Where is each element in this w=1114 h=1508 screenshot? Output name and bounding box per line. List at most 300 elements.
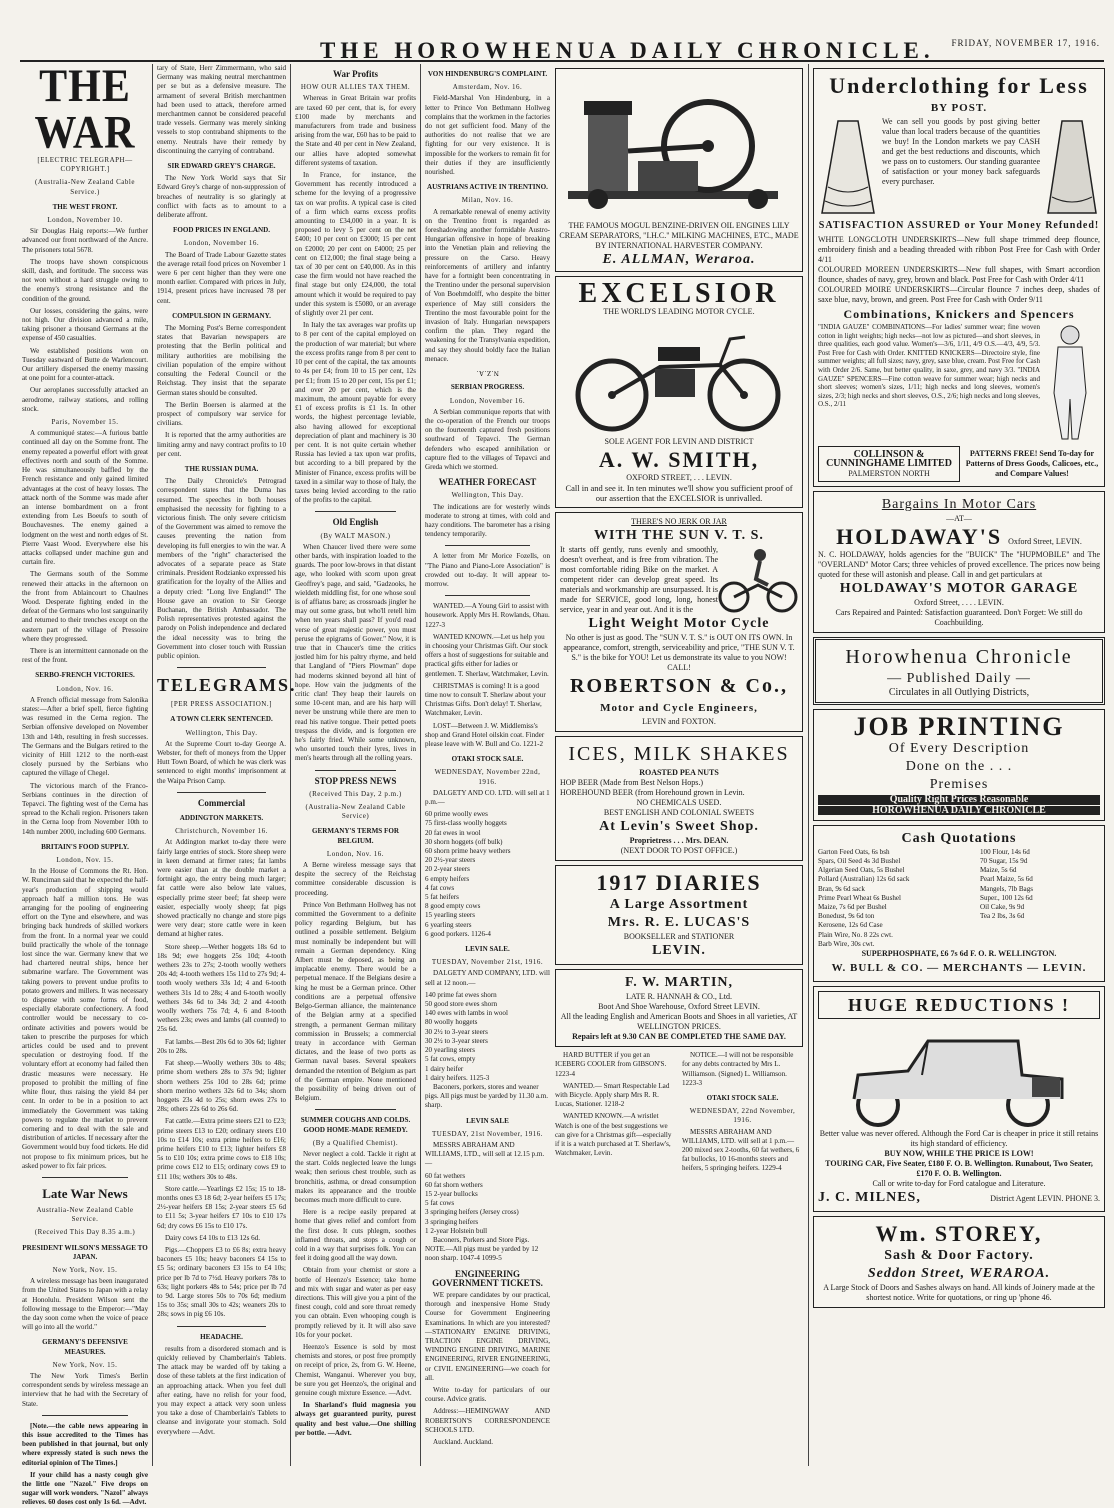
article-paragraph: A French official message from Salonika states:—After a brief spell, fierce fighting was resumed in the Cerna region. The Serbian offensive developed on November 13th and 14th, resulting in fresh successes. The Germans and the Bulgars retired to the vicinity of Hill 1212 to the north-east closely pursued by the Serbians who captured the village of Chegel. — [22, 695, 148, 778]
ford-call: Call or write to-day for Ford catalogue and Literature. — [872, 1179, 1046, 1189]
price-item: Spars, Oil Seed 4s 3d Bushel — [818, 857, 901, 866]
article-paragraph: The indications are for westerly winds moderate to strong at times, with cold and hazy conditions. The barometer has a rising tendency temporarily. — [425, 502, 550, 539]
motorcycle-illustration — [560, 317, 796, 437]
classified-ad: WANTED KNOWN.—A wristlet Watch is one of the best suggestions we can give for a Christmas gift—especially if it is a watch purchased at T. Sherlaw's, Watchmaker, Levin. — [555, 1112, 672, 1158]
article-paragraph: Fat lambs.—Best 20s 6d to 30s 6d; lighter 20s to 28s. — [157, 1037, 286, 1055]
ford-advertisement — [813, 986, 1105, 1212]
article-paragraph: When Chaucer lived there were some other bards, with inspiration loaded to the guards. The poor low-brows in that distant age, who looked with scorn upon great Geoffrey's page, and said, "Gadzooks, he wieldeth middling fist, for one whose soul is of affiatus bare; as crossroads jingler he may out some grass, but who'll retell him when ten years shall pass? If you'd read verse of great majestic power, you must peruse the epigrams of Gower." Now, it is true that in Chaucer's time the critics jostled him for his paltry rhyme, and held that Langland of "Piers Plowman" dope had moderns skinned beyond all hint of hope. How vain the judgments of the critic clan! They heap their laurels on some 10-cent man, and are his harp will never be unstrung while there are men to read his native tongue. Their petted poets trespass the divide, and is forgotten ere he's fairly fried. While some unknown, who unsorted touch their lyres, lives in men's hearts through all the rolling years. — [295, 542, 416, 763]
price-list — [818, 848, 974, 949]
stock-list-item: 50 good store ewes shorn — [425, 1000, 498, 1009]
war-heading: THE WAR — [34, 61, 136, 159]
issue-date: FRIDAY, NOVEMBER 17, 1916. — [951, 38, 1100, 48]
article-paragraph: The Morning Post's Berne correspondent states that Bavarian newspapers are protesting that the Berlin political and military authorities are mobilising the civilian population of the empire without consulting the Federal Council or the Reichstag. They insist that the separate German states should be consulted. — [157, 324, 286, 397]
excelsior-text: Call in and see it. In ten minutes we'll show you sufficient proof of our assertion that the EXCELSIOR is unrivalled. — [565, 483, 793, 503]
article-paragraph: WE prepare candidates by our practical, thorough and inexpensive Home Study Course for Government Engineering Examinations. In which are you interested?—STATIONARY ENGINE DRIVING, TRACTION ENGINE DRIVING, WINDING ENGINE DRIVING, MARINE ENGINEERING, RIVER ENGINEERING, or CIVIL ENGINEERING—we coach for all. — [425, 1290, 550, 1382]
engine-caption: THE FAMOUS MOGUL BENZINE-DRIVEN OIL ENGINES LILY CREAM SEPARATORS, "I.H.C." MILKING MACHINES, ETC., MADE BY INTERNATIONAL HARVESTER COMPANY. — [559, 221, 799, 250]
holdaway-heading: Bargains In Motor Cars — [881, 497, 1037, 513]
underclothing-sub: BY POST. — [930, 102, 988, 114]
received-time: (Received This Day 8.35 a.m.) — [34, 1228, 136, 1237]
column-ads-center — [555, 64, 803, 1466]
sale-heading: OTAKI STOCK SALE. — [451, 755, 524, 764]
price-list — [980, 848, 1100, 949]
stock-list-item: 140 prime fat ewes shorn — [425, 990, 497, 999]
martin-sub: LATE R. HANNAH & CO., Ltd. — [626, 992, 732, 1002]
stop-press-heading: STOP PRESS NEWS — [314, 775, 397, 786]
underclothing-advertisement — [813, 68, 1105, 487]
press-mark: N.Z.A. — [476, 369, 499, 378]
ford-buy-now: BUY NOW, WHILE THE PRICE IS LOW! — [884, 1149, 1034, 1159]
sale-date: WEDNESDAY, November 22nd, 1916. — [434, 768, 541, 786]
article-paragraph: At Addington market to-day there were fairly large entries of stock. Store sheep were in keen demand at firmer rates; fat lambs were easier than at the double market a fortnight ago, the entry being much larger; fat cattle were also below late values, especially prime steer beef; fat sheep were easier, especially wooly sheep; fat pigs showed practically no change and store pigs were very dear; store cattle were in keen demand at higher rates. — [157, 838, 286, 939]
svts-slogan: Light Weight Motor Cycle — [588, 616, 770, 631]
sale-intro: DALGETY AND CO. LTD. will sell at 1 p.m.— — [425, 788, 550, 807]
article-paragraph: Sir Douglas Haig reports:—We further advanced our front northward of the Ancre. The prisoners total 5678. — [22, 227, 148, 254]
article-paragraph: Address:—HEMINGWAY AND ROBERTSON'S CORRESPONDENCE SCHOOLS LTD. — [425, 1407, 550, 1434]
divider — [315, 770, 396, 771]
divider — [315, 1109, 396, 1110]
storey-address: Seddon Street, WERAROA. — [867, 1266, 1051, 1282]
section-heading: War Profits — [333, 69, 378, 79]
martin-line: Boot And Shoe Warehouse, Oxford Street LEVIN. — [598, 1002, 760, 1012]
stock-list-item: 1 2-year Holstein bull — [425, 1226, 488, 1235]
section-heading: AUSTRIANS ACTIVE IN TRENTINO. — [427, 183, 548, 192]
article-paragraph: A wireless message has been inaugurated from the United States to Japan with a relay at Honolulu. President Wilson sent the following message to the Emperor:—"May the day soon come when the voice of peace will go into all the world." — [22, 1277, 148, 1332]
chronicle-advertisement — [813, 637, 1105, 705]
holdaway-name: HOLDAWAY'S — [836, 524, 1003, 550]
article-paragraph: Heenzo's Essence is sold by most chemists and stores, or post free promptly on receipt of price, 2s, from G. W. Heene, Chemist, Wanganui. Wherever you buy, be sure you get Heenzo's, the original and genuine cough mixture Essence. —Advt. — [295, 1343, 416, 1398]
stock-list — [425, 810, 550, 939]
stock-list-item: 6 good porkers. 1126-4 — [425, 929, 491, 938]
stock-list-item: 3 springing heifers (Jersey cross) — [425, 1208, 519, 1217]
divider — [42, 1415, 128, 1416]
weather-heading: WEATHER FORECAST — [438, 477, 537, 488]
article-paragraph: Here is a recipe easily prepared at home that gives relief and comfort from the first dose. It cuts phlegm, soothes inflamed throats, and stops a cough or cold in a way that surprises folk. You can feel it doing good all the way down. — [295, 1208, 416, 1263]
engine-illustration — [558, 71, 794, 221]
article-paragraph: The victorious march of the Franco-Serbians continues in the direction of Tepavci. The fighting west of the Cerna has spread to the Kchali region. Prisoners taken in the Cerna loop from November 10th to 14th number 2000, including 600 Germans. — [22, 781, 148, 836]
article-paragraph: Fat cattle.—Extra prime steers £21 to £23; prime steers £13 to £20; ordinary steers £10 10s to £14 10s; extra prime heifers to £16; prime heifers £10 to £13; lighter heifers £8 5s to £10 10s; extra prime cows to £18 10s; prime cows £12 to £15; ordinary cows £9 to £11 10s; wethers 30s to 48s. — [157, 1117, 286, 1181]
copyright-note: [ELECTRIC TELEGRAPH—COPYRIGHT.] — [37, 156, 133, 174]
dateline: Paris, November 15. — [51, 418, 119, 427]
divider — [177, 1326, 266, 1327]
diaries-town: LEVIN. — [652, 943, 706, 959]
divider — [315, 511, 396, 512]
stock-list-item: 140 ewes with lambs in wool — [425, 1009, 508, 1018]
stock-list-item: 1 dairy heifer — [425, 1064, 464, 1073]
article-paragraph: Write to-day for particulars of our course. Advice gratis. — [425, 1386, 550, 1404]
article-paragraph: In the House of Commons the Rt. Hon. W. Runciman said that he expected the half-year's production of shipping would approach half a million tons. He was arranging for the pooling of engineering effort on the Tyne and elsewhere, and was bringing back hundreds of skilled workers from the front. In a normal year we could build practically the whole of the tonnage lost since the war. Germany knew that we had chartered neutral ships, hence her submarine warfare. The Government was taking powers to prevent undue profits to potato growers and millers. It was necessary to dispense with some forms of food, especially elaborate confectionery. A food controller would be necessary to co-ordinate activities and powers would be taken to prescribe the purposes for which articles could be used and to prevent speculation or destroying food. If the voluntary effort at economy had failed then drastic measures were necessary. He proposed to prohibit the milling of fine white flour, thus raising the yield 84 per cent. In order to be in a position to act immediately the Government was taking powers to regulate the market to prevent cornering and to deal with the sale and distribution of articles. If necessary after the Government would buy food tickets. He did not propose to fix minimum prices, but he asked power to fix fair prices. — [22, 867, 148, 1170]
holdaway-advertisement — [813, 491, 1105, 633]
agent-name: A. W. SMITH, — [598, 447, 760, 472]
classified-ad: HARD BUTTER if you get an ICEBERG COOLER from GIBSON'S. 1223-4 — [555, 1051, 667, 1078]
price-item: Oil Cake, 9s 9d — [980, 903, 1025, 912]
svts-name: WITH THE SUN V. T. S. — [594, 528, 764, 543]
section-heading: BRITAIN'S FOOD SUPPLY. — [41, 842, 129, 851]
price-item: Plain Wire, No. 8 22s cwt. — [818, 930, 893, 939]
classified-ad: MESSRS ABRAHAM AND WILLIAMS, LTD. will sell at 1 p.m.— 200 mixed sex 2-tooths, 60 fat wethers, 6 fat bullocks, 10 16-months steers and heifers, 5 springing heifers. 1229-4 — [682, 1127, 800, 1173]
dateline: London, Nov. 15. — [56, 856, 114, 865]
stock-list — [425, 1172, 550, 1236]
section-heading: SIR EDWARD GREY'S CHARGE. — [167, 162, 276, 171]
job-line: Done on the . . . — [905, 759, 1013, 775]
robertson-address: LEVIN and FOXTON. — [642, 717, 716, 726]
stock-list-item: 1 dairy heifers. 1125-3 — [425, 1073, 490, 1082]
chronicle-circulation: Circulates in all Outlying Districts, — [888, 687, 1030, 699]
advertisement: If your child has a nasty cough give the little one "Nazol." Five drops on sugar will work wonders. "Nazol" always relieves. 60 doses cost only 1s 6d. —Advt. — [22, 1470, 148, 1507]
sale-note: Baconers, porkers, stores and weaner pigs. All pigs must be yarded by 11.30 a.m. sharp. — [425, 1082, 549, 1110]
ices-address: (NEXT DOOR TO POST OFFICE.) — [620, 846, 738, 856]
article-paragraph: Dairy cows £4 10s to £13 12s 6d. — [165, 1233, 260, 1242]
excelsior-logo: EXCELSIOR — [578, 278, 780, 309]
classified-ad: NOTICE.—I will not be responsible for any debts contracted by Mrs L. Williamson. (Signed) L. Williamson. 1223-3 — [682, 1051, 794, 1087]
advertisement: results from a disordered stomach and is quickly relieved by Chamberlain's Tablets. The attack may be warded off by taking a dose of these tablets at the first indication of an approaching attack. When you feel dull after eating, have no relish for your food, you may expect a attack very soon unless you take a dose of Chamberlain's Tablets to cleanse and invigorate your stomach. Sold everywhere —Advt. — [157, 1344, 286, 1436]
sale-intro: DALGETY AND COMPANY, LTD. will sell at 12 noon.— — [425, 969, 550, 987]
ices-line: HOREHOUND BEER (from Horehound grown in Levin. — [560, 788, 745, 798]
excelsior-tagline: THE WORLD'S LEADING MOTOR CYCLE. — [603, 307, 755, 316]
figure-illustration — [1040, 323, 1100, 443]
svts-text: It starts off gently, runs evenly and smoothly, doesn't overheat, and is free from vibration. The most comfortable riding Bike on the market. A competent rider can develop great speed. Its materials and workmanship are unsurpassed. It is made for SERVICE, good long, long, honest service, year in and year out. And it is the — [560, 545, 718, 614]
stock-list-item: 60 fat shorn wethers — [425, 1180, 483, 1189]
dateline: Wellington, This Day. — [185, 728, 258, 737]
column-war-news — [22, 61, 148, 1507]
advertisement: In Sharland's fluid magnesia you always get guaranteed purity, purest quality and best value.—One shilling per bottle. —Advt. — [295, 1401, 416, 1437]
ices-line: HOP BEER (Made from Best Nelson Hops.) — [560, 778, 704, 788]
column-rule — [808, 64, 809, 1466]
job-printing-advertisement — [813, 709, 1105, 820]
engine-advertisement — [555, 68, 803, 272]
sale-date: WEDNESDAY, 22nd November, 1916. — [689, 1107, 796, 1125]
article-paragraph: tary of State, Herr Zimmermann, who said Germany was making neutral merchantmen per se but as a defensive measure. The armament of several British merchantmen had been used to attack, therefore armed merchantmen cannot be considered peaceful trade vessels. Germany was merely sinking vessels to stop contraband shipments to the enemy. Neutrals have their remedy by discontinuing the carrying of contraband. — [157, 64, 286, 155]
stock-list-item: 5 fat heifers — [425, 893, 459, 902]
section-heading: VON HINDENBURG'S COMPLAINT. — [427, 70, 548, 78]
dateline: London, November 16. — [449, 396, 526, 405]
price-item: Pollard (Australian) 12s 6d sack — [818, 875, 910, 884]
sale-intro: MESSRS ABRAHAM AND WILLIAMS, LTD., will sell at 12.15 p.m.— — [425, 1140, 545, 1168]
martin-line: All the leading English and American Boots and Shoes in all varieties, AT WELLINGTON PRICES. — [560, 1012, 798, 1032]
section-heading: ADDINGTON MARKETS. — [179, 814, 264, 823]
ices-line: NO CHEMICALS USED. — [636, 798, 722, 808]
article-paragraph: Obtain from your chemist or store a bottle of Heenzo's Essence; take home and mix with sugar and water as per easy directions. This will give you a pint of the finest cough, cold and sore throat remedy you can obtain. Even whooping cough is promptly relieved by it. It will also save 10s for your pocket. — [295, 1266, 416, 1339]
svts-heading: THERE'S NO JERK OR JAR — [631, 517, 727, 526]
ices-title: ICES, MILK SHAKES — [568, 743, 790, 765]
diaries-advertisement — [555, 865, 803, 965]
small-ads — [555, 1051, 803, 1176]
collinson-name: COLLINSON & CUNNINGHAME LIMITED — [826, 449, 952, 470]
martin-advertisement — [555, 969, 803, 1047]
article-paragraph: At the Supreme Court to-day George A. Webster, for theft of moneys from the Upper Hutt Town Board, of which he was clerk was sentenced to eight months' imprisonment at the Waipa Prison Camp. — [157, 739, 286, 785]
sale-date: TUESDAY, November 21st, 1916. — [431, 958, 544, 967]
huge-reductions: HUGE REDUCTIONS ! — [818, 991, 1100, 1019]
dateline: New York, Nov. 15. — [52, 1265, 118, 1274]
article-paragraph: There is an intermittent cannonade on the rest of the front. — [22, 646, 148, 665]
classified-ad: WANTED.— Smart Respectable Lad with Bicycle. Apply sharp Mrs R. R. Lucas, Stationer. 1218-2 — [555, 1081, 670, 1109]
underclothing-title: Underclothing for Less — [829, 73, 1089, 98]
motorcyclist-illustration — [718, 545, 798, 615]
diaries-seller: Mrs. R. E. LUCAS'S — [607, 915, 751, 931]
article-paragraph: Our aeroplanes successfully attacked an aerodrome, railway stations, and rolling stock. — [22, 386, 148, 413]
ford-prices: TOURING CAR, Five Seater, £180 F. O. B. Wellington. Runabout, Two Seater, £170 F. O. B. Wellington. — [825, 1159, 1093, 1179]
robertson-trade: Motor and Cycle Engineers, — [600, 702, 758, 714]
section-heading: THE WEST FRONT. — [52, 202, 118, 211]
section-heading: Old English — [332, 517, 379, 528]
article-paragraph: A Berne wireless message says that despite the secrecy of the Reichstag committee considerable discussion is proceeding. — [295, 861, 416, 897]
divider — [42, 1177, 128, 1178]
byline: (By WALT MASON.) — [320, 531, 391, 540]
price-item: Prime Pearl Wheat 6s Bushel — [818, 893, 902, 902]
article-paragraph: The Daily Chronicle's Petrograd correspondent states that the Duma has resumed. The speeches in both houses emphasised the necessity for fighting to a victorious finish. The only severe criticism of the Government was aimed to remove the causes preventing the nation from developing its full energies to win the war. A members of the "right" characterised the advocates of a separate peace as State criminals. President Rodzianko expressed his gratification for the loyalty of the Allies and a deputy cried: "Long live England!" The House gave an ovation to Sir George Buchanan, the British Ambassador. The Polish representatives protested against the parody on Polish independence and declared the ideal necessity was to bring the Government into closer touch with Russian public opinion. — [157, 477, 286, 660]
holdaway-at: —AT— — [946, 514, 972, 524]
cable-service: (Australia-New Zealand Cable Service.) — [35, 178, 135, 196]
agent-label: SOLE AGENT FOR LEVIN AND DISTRICT — [604, 437, 754, 446]
cable-service: Australia-New Zealand Cable Service. — [36, 1205, 134, 1224]
stock-list-item: 5 fat cows — [425, 1199, 455, 1208]
late-news-heading: Late War News — [42, 1185, 128, 1201]
article-paragraph: Whereas in Great Britain war profits are taxed 60 per cent, that is, for every £100 made by merchants and manufacturers from trade and business arising from the war, £60 has to be paid to the State and 40 per cent in New Zealand, our allies have adopted somewhat different systems of taxation. — [295, 94, 416, 167]
article-paragraph: In France, for instance, the Government has recently introduced a scheme for the levying of a progressive tax on war profits. A typical case is cited of a firm which earns excess profits amounting to £34,000 in a year. It is proposed to levy 5 per cent on the net £400; 10 per cent on £3000; 15 per cent on £2000; 20 per cent on £4000; 25 per cent on £12,000; the final stage being a tax of 30 per cent on £40,000. As in this case the firm would not have reached the final stage but only £24,000, the total amount which it would be required to pay under this system is £5080, or an average of slightly over 21 per cent. — [295, 171, 416, 318]
stock-list-item: 30 2½ to 3-year steers — [425, 1036, 488, 1045]
divider — [177, 667, 266, 668]
dateline: London, Nov. 16. — [326, 849, 385, 858]
sale-date: TUESDAY, 21st November, 1916. — [431, 1129, 544, 1138]
job-line: Premises — [929, 777, 989, 793]
stock-list-item: 60 shorn prime heavy wethers — [425, 847, 511, 856]
article-paragraph: Store sheep.—Wether hoggets 18s 6d to 18s 9d; ewe hoggets 25s 10d; 4-tooth wethers 23s to 27s; 2-tooth woolly wethers 20s 4d; 4-tooth wethers 15s 11d to 27s 9d; 4-tooth wooly wethers 33s 1d; 4 and 6-tooth wethers 31s 1d to 28s; 4 and 6-tooth woolly wethers 34s 6d to 34s 3d; 2 and 4-tooth woolly wethers 75s 7d; 4, 6 and 8-tooth wethers 23s; ewes and lambs (all counted) to 25s 6d. — [157, 942, 286, 1034]
article-paragraph: Prince Von Bethmann Hollweg has not committed the Government to a definite policy regarding Belgium, but has outlined a possible settlement. Belgium must nominally be independent but will remain a German dependency. King Albert must be deposed, as being an implacable enemy. There would be a perpetual menace. If the Belgians desire a king he must be a German prince. Other conditions are a perpetual offensive Belgo-German alliance, the maintenance of the Belgian army at a specified strength, a permanent German military commission in Brussels; a commercial treaty in accordance with German dictates, and the lease of two ports as German naval bases. Several speakers demanded the retention of Belgium as part of the German empire. None mentioned the possibility of being driven out of Belgium. — [295, 900, 416, 1103]
article-paragraph: Field-Marshal Von Hindenburg, in a letter to Prince Von Bethmann Hollweg complains that the workmen in the factories do not get sufficient food. Many of the authorities do not realise that we are fighting for our very existence. It is impossible for the workers to remain fit for their duties if they are insufficiently nourished. — [425, 94, 550, 177]
price-item: Barb Wire, 30s cwt. — [818, 939, 875, 948]
collinson-town: PALMERSTON NORTH — [848, 469, 930, 479]
sale-heading: LEVIN SALE. — [465, 945, 510, 954]
job-line: Of Every Description — [888, 741, 1030, 757]
divider — [177, 792, 266, 793]
ford-agent-name: J. C. MILNES, — [818, 1190, 921, 1206]
stock-list-item: 20 2½-year steers — [425, 856, 476, 865]
classified-ad: LOST—Between J. W. Middlemiss's shop and Grand Hotel oilskin coat. Finder please leave with W. Bull and Co. 1221-2 — [425, 721, 545, 748]
holdaway-address2: Oxford Street, . . . . LEVIN. — [914, 598, 1004, 608]
byline: (By a Qualified Chemist). — [312, 1138, 399, 1147]
stock-list-item: 75 first-class woolly hoggets — [425, 819, 507, 828]
stock-list-item: 20 2-year steers — [425, 865, 470, 874]
dateline: New York, Nov. 15. — [52, 1360, 118, 1369]
stock-list-item: 30 2½ to 3-year steers — [425, 1027, 488, 1036]
ford-agent-detail: District Agent LEVIN. PHONE 3. — [990, 1194, 1100, 1204]
column-rule — [420, 64, 421, 1466]
dateline: London, Nov. 16. — [56, 684, 114, 693]
price-item: Maize, 7s 6d per Bushel — [818, 903, 887, 912]
ford-text: Better value was never offered. Although the Ford Car is cheaper in price it still retains its high standard of efficiency. — [819, 1129, 1099, 1149]
dateline: London, November 16. — [183, 239, 260, 248]
masthead — [20, 8, 1104, 62]
section-heading: ENGINEERING GOVERNMENT TICKETS. — [432, 1268, 543, 1288]
article-paragraph: A remarkable renewal of enemy activity on the Trentino front is regarded as foreshadowing another formidable Austro-Hungarian offensive in hope of breaking into the Venetian plain and relieving the pressure on the Carso. Heavy reinforcements of artillery and infantry have for a fortnight been concentrating in the Trentino under the personal supervision of Von Boehmdolff, who despite the bitter experience of May still considers the Trentino the most favourable point for the invasion of Italy. Hungarian newspapers confirm the plan. They regard the weakening for the Transylvania expedition, and say they should boldly face the Italian menace. — [425, 207, 550, 363]
commercial-heading: Commercial — [197, 797, 246, 808]
chronicle-sub: — Published Daily — — [887, 671, 1031, 687]
stock-list — [425, 991, 550, 1083]
diaries-title: 1917 DIARIES — [596, 870, 762, 896]
holdaway-garage: HOLDAWAY'S MOTOR GARAGE — [839, 581, 1079, 597]
classified-ad: WANTED KNOWN.—Let us help you in choosing your Christmas Gift. Our stock offers a host of suggestions for suitable and practical gifts either for ladies or gentlemen. T. Sherlaw, Watchmaker, Levin. — [425, 632, 549, 678]
ices-line: BEST ENGLISH AND COLONIAL SWEETS — [603, 808, 755, 818]
price-item: Kerosene, 12s 6d Case — [818, 921, 883, 930]
stock-list-item: 4 fat cows — [425, 883, 455, 892]
dateline: London, November 10. — [47, 216, 123, 225]
job-line: Quality Right Prices Reasonable — [818, 795, 1100, 804]
stock-list-item: 80 woolly hoggets — [425, 1018, 478, 1027]
section-heading: GERMANY'S DEFENSIVE MEASURES. — [42, 1338, 128, 1356]
section-heading: A TOWN CLERK SENTENCED. — [170, 715, 273, 724]
article-paragraph: Pigs.—Choppers £3 to £6 8s; extra heavy baconers £5 10s; heavy baconers £4 15s to £5 5s; ordinary baconers £3 15s to £4 10s; price per lb 7d to 7½d. Heavy porkers 78s to 63s; light porkers 48s to 54s; price per lb 7d to 9d. Large stores 50s to 70s 6d; medium 15s to 35s; small 30s to 42s; weaners 20s to 28s; sows in pig £6 10s. — [157, 1245, 286, 1319]
article-paragraph: A letter from Mr Morice Fozells, on "The Piano and Piano-Lore Association" is crowded out to-day. It will appear to-morrow. — [425, 552, 550, 588]
stock-list-item: 60 fat wethers — [425, 1171, 466, 1180]
stock-list-item: 30 shorn hoggets (off bulk) — [425, 837, 503, 846]
chronicle-title: Horowhenua Chronicle — [845, 646, 1073, 669]
stock-list-item: 3 springing heifers — [425, 1217, 479, 1226]
storey-text: A Large Stock of Doors and Sashes always on hand. All kinds of Joinery made at the shortest notice. Write for quotations, or ring up 'phone 46. — [823, 1283, 1095, 1303]
section-heading: THE RUSSIAN DUMA. — [184, 464, 259, 473]
dateline: Christchurch, November 16. — [175, 827, 268, 836]
stock-list-item: 15 2-year bullocks — [425, 1189, 478, 1198]
product-item: WHITE LONGCLOTH UNDERSKIRTS—New full shape trimmed deep flounce, embroidery finish and a beading threaded with ribbon Post Free for Cash with Order 4/11 — [818, 235, 1100, 264]
stock-list-item: 8 good empty cows — [425, 902, 481, 911]
article-paragraph: The Board of Trade Labour Gazette states the average retail food prices on November 1 were 6 per cent higher than they were one month earlier. Compared with prices in July, 1914, present prices have increased 78 per cent. — [157, 250, 286, 305]
ices-sub: ROASTED PEA NUTS — [639, 768, 719, 777]
column-news-4 — [425, 64, 550, 1466]
ford-car-illustration — [818, 1019, 1094, 1129]
column-news-3 — [295, 64, 416, 1466]
dateline: Milan, Nov. 16. — [461, 196, 514, 205]
price-item: Algerian Seed Oats, 5s Bushel — [818, 866, 905, 875]
column-ads-right — [813, 64, 1105, 1466]
agent-address: OXFORD STREET, . . . LEVIN. — [626, 473, 732, 482]
classified-ad: CHRISTMAS is coming! It is a good time now to consult T. Sherlaw about your Christmas Gifts. Don't delay! T. Sherlaw, Watchmaker, Levin. — [425, 681, 546, 718]
satisfaction-note: SATISFACTION ASSURED or Your Money Refunded! — [818, 220, 1100, 231]
storey-name: Wm. STOREY, — [875, 1221, 1043, 1247]
column-rule — [290, 64, 291, 1466]
article-paragraph: Our losses, considering the gains, were not high. Our division advanced a mile, taking prisoner a thousand Germans at the expense of 450 casualties. — [22, 306, 148, 343]
section-heading: HEADACHE. — [200, 1332, 243, 1341]
classified-ad: WANTED.—A Young Girl to assist with housework. Apply Mrs H. Rowlands, Ohau. 1227-3 — [425, 602, 550, 629]
price-item: Garton Feed Oats, 6s bsh — [818, 847, 890, 856]
sale-heading: LEVIN SALE — [466, 1116, 509, 1125]
superphosphate-price: SUPERPHOSPHATE, £6 7s 6d F. O. R. WELLINGTON. — [861, 949, 1057, 959]
section-heading: SERBO-FRENCH VICTORIES. — [35, 671, 135, 680]
holdaway-address: Oxford Street, LEVIN. — [1008, 537, 1082, 547]
patterns-free: PATTERNS FREE! Send To-day for Patterns of Dress Goods, Calicoes, etc., and Compare Values! — [965, 449, 1099, 479]
product-item: COLOURED MOIRE UNDERSKIRTS—Circular flounce 7 inches deep, shades of saxe blue, navy, brown, and green. Post Free for Cash with Order 9/11 — [818, 285, 1100, 304]
engine-agent: E. ALLMAN, Weraroa. — [602, 252, 756, 267]
stock-list-item: 20 yearling steers — [425, 1046, 476, 1055]
bull-merchants: W. BULL & CO. — MERCHANTS — LEVIN. — [831, 962, 1087, 975]
storey-advertisement — [813, 1216, 1105, 1308]
svts-advertisement — [555, 512, 803, 732]
holdaway-text2: Cars Repaired and Painted: Satisfaction guaranteed. Don't Forget: We still do Coachbuilding. — [835, 608, 1083, 628]
job-line: HOROWHENUA DAILY CHRONICLE — [818, 806, 1100, 815]
price-item: Tea 2 lbs, 3s 6d — [980, 912, 1025, 921]
cash-quotations-advertisement — [813, 825, 1105, 982]
section-heading: SUMMER COUGHS AND COLDS. GOOD HOME-MADE REMEDY. — [300, 1116, 411, 1134]
article-paragraph: The New York World says that Sir Edward Grey's charge of non-suppression of breaches of neutrality is so glaringly at conflict with facts as to amount to a deliberate affront. — [157, 174, 286, 220]
section-heading: PRESIDENT WILSON'S MESSAGE TO JAPAN. — [22, 1243, 148, 1261]
ices-proprietress: Proprietress . . . Mrs. DEAN. — [629, 836, 729, 846]
cash-title: Cash Quotations — [901, 830, 1017, 846]
article-paragraph: Never neglect a cold. Tackle it right at the start. Colds neglected leave the lungs weak; then serious chest trouble, such as bronchitis, asthma, or dread consumption makes its appearance and the trouble becomes much more difficult to cure. — [295, 1149, 416, 1204]
divider — [445, 595, 530, 596]
robertson-name: ROBERTSON & Co., — [570, 675, 788, 697]
price-item: Pearl Maize, 5s 6d — [980, 875, 1033, 884]
press-association-note: [PER PRESS ASSOCIATION.] — [171, 700, 272, 709]
storey-trade: Sash & Door Factory. — [884, 1248, 1034, 1264]
product-item: COLOURED MOREEN UNDERSKIRTS—New full shapes, with Smart accordion flounce, shades of navy, grey, brown and black. Post Free for Cash with Order 4/11 — [818, 265, 1100, 284]
price-item: Maize, 5s 6d — [980, 866, 1017, 875]
article-paragraph: The troops have shown conspicuous skill, dash, and fortitude. The success was not won without a hard struggle owing to the enemy's strong resistance and the condition of the ground. — [22, 257, 148, 303]
section-heading: GERMANY'S TERMS FOR BELGIUM. — [312, 827, 399, 845]
price-item: 100 Flour, 14s 6d — [980, 847, 1030, 856]
diaries-trade: BOOKSELLER and STATIONER — [623, 932, 735, 942]
ices-shop: At Levin's Sweet Shop. — [599, 819, 759, 835]
skirt-illustration — [1044, 117, 1100, 217]
article-paragraph: Auckland. Auckland. — [433, 1438, 494, 1447]
divider — [445, 545, 530, 546]
diaries-sub: A Large Assortment — [609, 897, 749, 913]
stock-list-item: 6 empty heifers — [425, 874, 470, 883]
article-paragraph: In Italy the tax averages war profits up to 8 per cent of the capital employed on the production of war material; but where the excess profits range from 8 per cent to 10 per cent of the capital, the tax amounts to 4s per £4; from 10 to 15 per cent, 12s per £1; from 15 to 20 per cent, 15s per £1; and over 20 per cent, which is the maximum, the amount payable for every £1 of excess profits is £1 1s. In other words, the highest percentage leviable, also having allowed for exceptional depreciation of plant and machinery is 30 per cent. It is not quite certain whether Russia has levied a tax upon war profits, but according to a bill prepared by the Minister of Finance, excess profits will be taxed in a similar way to those of Italy, the taxes being levied according to the ratio of the profits to the capital. — [295, 321, 416, 505]
excelsior-advertisement — [555, 276, 803, 508]
stock-list-item: 20 fat ewes in wool — [425, 828, 481, 837]
ices-advertisement — [555, 736, 803, 861]
dateline: Amsterdam, Nov. 16. — [452, 83, 523, 92]
job-printing-title: JOB PRINTING — [853, 712, 1065, 742]
section-heading: SERBIAN PROGRESS. — [450, 383, 525, 392]
dateline: Wellington, This Day. — [451, 491, 524, 500]
received-time: (Received This Day, 2 p.m.) — [309, 789, 402, 798]
price-item: Bonedust, 9s 6d ton — [818, 912, 875, 921]
svts-text2: No other is just as good. The "SUN V. T. S." is OUT ON ITS OWN. In appearance, comfort, strength, serviceability and price, "THE SUN V. T. S." is the bike for YOU! Let us demonstrate its value to you NOW! CALL! — [563, 633, 795, 672]
article-paragraph: Fat sheep.—Woolly wethers 30s to 48s; prime shorn wethers 28s to 37s 9d; lighter shorn wethers 25s 10d to 28s 6d; prime shorn merino wethers 32s 6d to 34s; shorn hoggets 23s 4d to 25s; shorn ewes 27s to 28s; others 22s 6d to 26s 6d. — [157, 1059, 286, 1114]
section-heading: COMPULSION IN GERMANY. — [172, 311, 271, 320]
article-paragraph: A communiqué states:—A furious battle continued all day on the Somme front. The enemy repeated a powerful effort with great effectives north and south of the Somme. He was simultaneously baffled by the French resistance and only gained limited advantages at the cost of heavy losses. The attack north of the Somme was made after an intense bombardment on a front extending from Les Boeufs to south of Bouchavesnes. The enemy gained a lodgment on the west and north edges of St. Pierre Vaast Wood. Everywhere else his attacks collapsed under machine gun and curtain fire. — [22, 429, 148, 567]
combinations-title: Combinations, Knickers and Spencers — [843, 307, 1075, 321]
telegrams-heading: TELEGRAMS. — [157, 675, 297, 696]
editorial-note: [Note.—the cable news appearing in this issue accredited to the Times has been published in that journal, but only where expressly stated is such news the editorial opinion of The Times.] — [22, 1421, 148, 1467]
martin-line: Repairs left at 9.30 CAN BE COMPLETED THE SAME DAY. — [572, 1032, 786, 1042]
holdaway-text: N. C. HOLDAWAY, holds agencies for the "BUICK" The "HUPMOBILE" and The "OVERLAND" Motor Cars; three vehicles of proved excellence. The prices now being quoted for these will astonish and please. Call in and get particulars at — [818, 550, 1100, 580]
price-item: 70 Sugar, 15s 9d — [980, 857, 1028, 866]
stock-list-item: 60 prime woolly ewes — [425, 810, 488, 819]
stock-list-item: 15 yearling steers — [425, 911, 476, 920]
stock-list-item: 6 yearling steers — [425, 920, 472, 929]
column-news-2 — [157, 64, 297, 1466]
newspaper-title: THE HOROWHENUA DAILY CHRONICLE. — [320, 38, 935, 63]
price-item: Super., 100 12s 6d — [980, 893, 1033, 902]
sale-note: Baconers, Porkers and Store Pigs. NOTE.—All pigs must be yarded by 12 noon sharp. 1047-4 1099-5 — [425, 1235, 539, 1263]
price-item: Bran, 9s 6d sack — [818, 884, 865, 893]
section-heading: FOOD PRICES IN ENGLAND. — [173, 226, 270, 235]
underclothing-text: We can sell you goods by post giving better value than local traders because of the quantities we buy! In the London markets we pay CASH and get the best reductions and discounts, which we pass on to customers. Our standing guarantee of satisfaction or your money back safeguards every purchaser. — [882, 117, 1040, 186]
stock-list-item: 5 fat cows, empty — [425, 1055, 476, 1064]
article-paragraph: Store cattle.—Yearlings £2 15s; 15 to 18-months ones £3 18 6d; 2-year heifers £5 17s; 2½-year heifers £8 15s; 2-year steers £5 6d to £11 5s; 3-year heifers £7 10s to £10 17s 6d; dry cows £6 15s to £10 17s. — [157, 1184, 286, 1230]
martin-name: F. W. MARTIN, — [624, 975, 734, 991]
cable-service: (Australia-New Zealand Cable Service) — [305, 803, 406, 821]
price-item: Mangels, 7lb Bags — [980, 884, 1034, 893]
sale-heading: OTAKI STOCK SALE. — [706, 1094, 779, 1103]
collinson-logo — [818, 446, 960, 482]
combinations-text: "INDIA GAUZE" COMBINATIONS—For ladies' summer wear; fine woven cotton in light weights; high necks—not low as pictured—and short sleeves, in three qualities, each good value. Women's—3/6, 1/11, 4/9 O.S.—4/3, 4/9, 5/3. Post Free for Cash with Order. KNITTED KNICKERS—Directoire style, fine summer weights; all full sizes; navy, grey, saxe blue, cream. Post Free for Cash with Order 2/6. Same, but better quality, in saxe, grey, and navy 3/3. "INDIA GAUZE" SPENCERS—Fine cotton weave for summer wear; high necks and short sleeves; women's sizes, 1/11; high necks and long sleeves, women's sizes, 2/3; high necks and short sleeves, O.S., 2/6; high necks and long sleeves, O.S., 2/11 — [818, 323, 1040, 409]
article-paragraph: A Serbian communique reports that with the co-operation of the French our troops on the fourteenth captured fresh positions southward of Tepavci. The German defenders who escaped annihilation or capture fled to the villages of Tepavci and Greda which we stormed. — [425, 407, 550, 471]
article-paragraph: The New York Times's Berlin correspondent sends by wireless message an interview that he had with the Secretary of State. — [22, 1371, 148, 1408]
sub-heading: HOW OUR ALLIES TAX THEM. — [300, 83, 411, 92]
article-paragraph: We established positions won on Tuesday eastward of Butte de Warlencourt. Our artillery dispersed the enemy massing at one point for a counter-attack. — [22, 346, 148, 383]
article-paragraph: The Berlin Boersen is alarmed at the prospect of compulsory war service for civilians. — [157, 400, 286, 428]
column-rule — [152, 64, 153, 1466]
